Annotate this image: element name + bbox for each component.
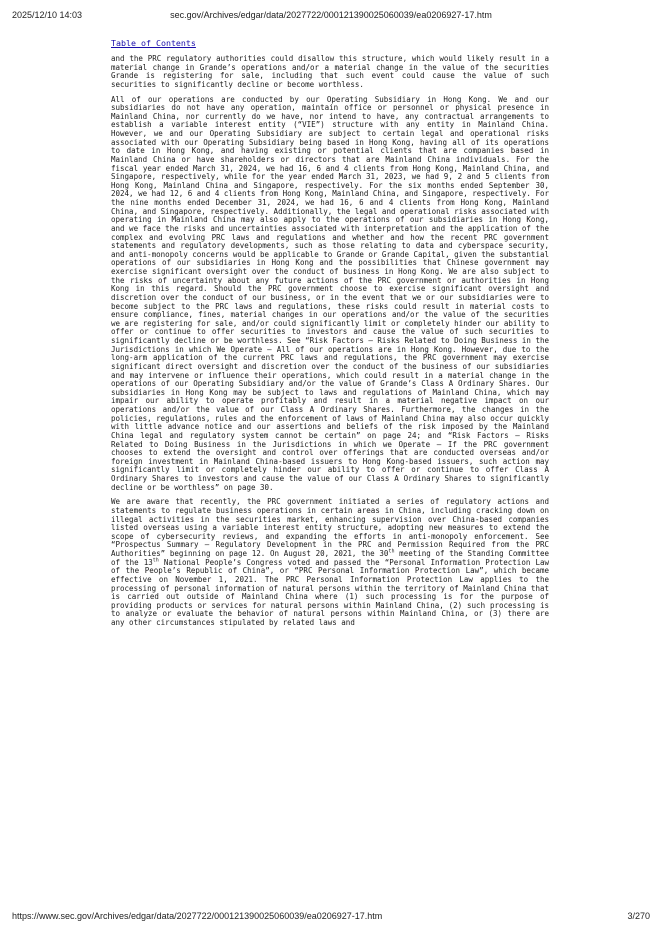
- print-footer-url: https://www.sec.gov/Archives/edgar/data/2027722/000121390025060039/ea0206927-17.htm: [12, 911, 383, 921]
- paragraph-hong-kong-operations: All of our operations are conducted by our Operating Subsidiary in Hong Kong. We and our subsidiaries do not have any operation, maintain office or personnel or physical presence in Mainland China, nor currently do we have, nor intend to have, any contractual arrangements to establish a variable interest entity (“VIE”) structure with any entity in Mainland China. However, we and our Operating Subsidiary are subject to certain legal and operational risks associated with our Operating Subsidiary being based in Hong Kong, having all of its operations to date in Hong Kong, and having existing or potential clients that are companies based in Mainland China or have shareholders or directors that are Mainland China individuals. For the fiscal year ended March 31, 2024, we had 16, 6 and 4 clients from Hong Kong, Mainland China, and Singapore, respectively, while for the year ended March 31, 2023, we had 9, 2 and 5 clients from Hong Kong, Mainland China and Singapore, respectively. For the six months ended September 30, 2024, we had 12, 6 and 4 clients from Hong Kong, Mainland China, and Singapore, respectively. For the nine months ended December 31, 2024, we had 16, 6 and 4 clients from Hong Kong, Mainland China, and Singapore, respectively. Additionally, the legal and operational risks associated with operating in Mainland China may also apply to the operations of our subsidiaries in Hong Kong, and we face the risks and uncertainties associated with interpretation and the application of the complex and evolving PRC laws and regulations and whether and how the recent PRC government statements and regulatory developments, such as those relating to data and cyberspace security, and anti-monopoly concerns would be applicable to Grande or Grande Capital, given the substantial operations of our subsidiaries in Hong Kong and the possibilities that Chinese government may exercise significant oversight over the conduct of business in Hong Kong. We are also subject to the risks of uncertainty about any future actions of the PRC government or authorities in Hong Kong in this regard. Should the PRC government choose to exercise significant oversight and discretion over the conduct of our business, or in the event that we or our subsidiaries were to become subject to the PRC laws and regulations, these risks could result in material costs to ensure compliance, fines, material changes in our operations and/or the value of the securities we are registering for sale, and/or could significantly limit or completely hinder our ability to offer or continue to offer securities to investors and cause the value of such securities to significantly decline or be worthless. See “Risk Factors — Risks Related to Doing Business in the Jurisdictions in which We Operate — All of our operations are in Hong Kong. However, due to the long-arm application of the current PRC laws and regulations, the PRC government may exercise significant direct oversight and discretion over the conduct of the business of our subsidiaries and may intervene or influence their operations, which could result in a material change in the operations of our Operating Subsidiary and/or the value of Grande’s Class A Ordinary Shares. Our subsidiaries in Hong Kong may be subject to laws and regulations of Mainland China, which may impair our ability to operate profitably and result in a material negative impact on our operations and/or the value of our Class A Ordinary Shares. Furthermore, the changes in the policies, regulations, rules and the enforcement of laws of Mainland China may also occur quickly with little advance notice and our assertions and beliefs of the risk imposed by the Mainland China legal and regulatory system cannot be certain” on page 24; and “Risk Factors — Risks Related to Doing Business in the Jurisdictions in which we Operate — If the PRC government chooses to extend the oversight and control over offerings that are conducted overseas and/or foreign investment in Mainland China-based issuers to Hong Kong-based issuers, such action may significantly limit or completely hinder our ability to offer or continue to offer Class A Ordinary Shares to investors and cause the value of our Class A Ordinary Shares to significantly decline or be worthless” on page 30.: [111, 94, 549, 492]
- paragraph-prc-regulatory: [111, 498, 549, 627]
- para3-text-c: National People’s Congress voted and passed the “Personal Information Protection Law of the People’s Republic of China”, or “PRC Personal Information Protection Law”, which became effective on November 1, 2021. The PRC Personal Information Protection Law applies to the processing of personal information of natural persons within the territory of Mainland China that is carried out outside of Mainland China where (1) such processing is for the purpose of providing products or services for natural persons within Mainland China, (2) such processing is to analyze or evaluate the behavior of natural persons within Mainland China, or (3) there are any other circumstances stipulated by related laws and: [111, 557, 549, 627]
- ordinal-suffix: th: [388, 548, 395, 555]
- para3-text-b: meeting of the Standing Committee of the 13: [111, 549, 549, 567]
- ordinal-suffix: th: [152, 557, 159, 564]
- page-number: 3/270: [627, 911, 650, 921]
- paragraph-vie-risk: and the PRC regulatory authorities could disallow this structure, which would likely result in a material change in Grande’s operations and/or a material change in the value of the securities Grande is registering for sale, including that such event could cause the value of such securities to significantly decline or become worthless.: [111, 54, 549, 89]
- table-of-contents-link[interactable]: Table of Contents: [111, 38, 196, 48]
- print-datetime: 2025/12/10 14:03: [12, 10, 83, 20]
- print-header-url: sec.gov/Archives/edgar/data/2027722/000121390025060039/ea0206927-17.htm: [170, 10, 492, 20]
- document-body: [111, 37, 549, 634]
- print-header: [12, 10, 650, 24]
- para3-text-a: We are aware that recently, the PRC government initiated a series of regulatory actions and statements to regulate business operations in certain areas in China, including cracking down on illegal activities in the securities market, enhancing supervision over China-based companies listed overseas using a variable interest entity structure, adopting new measures to extend the scope of cybersecurity reviews, and expanding the efforts in anti-monopoly enforcement. See “Prospectus Summary — Regulatory Development in the PRC and Permission Required from the PRC Authorities” beginning on page 12. On August 20, 2021, the 30: [111, 497, 549, 558]
